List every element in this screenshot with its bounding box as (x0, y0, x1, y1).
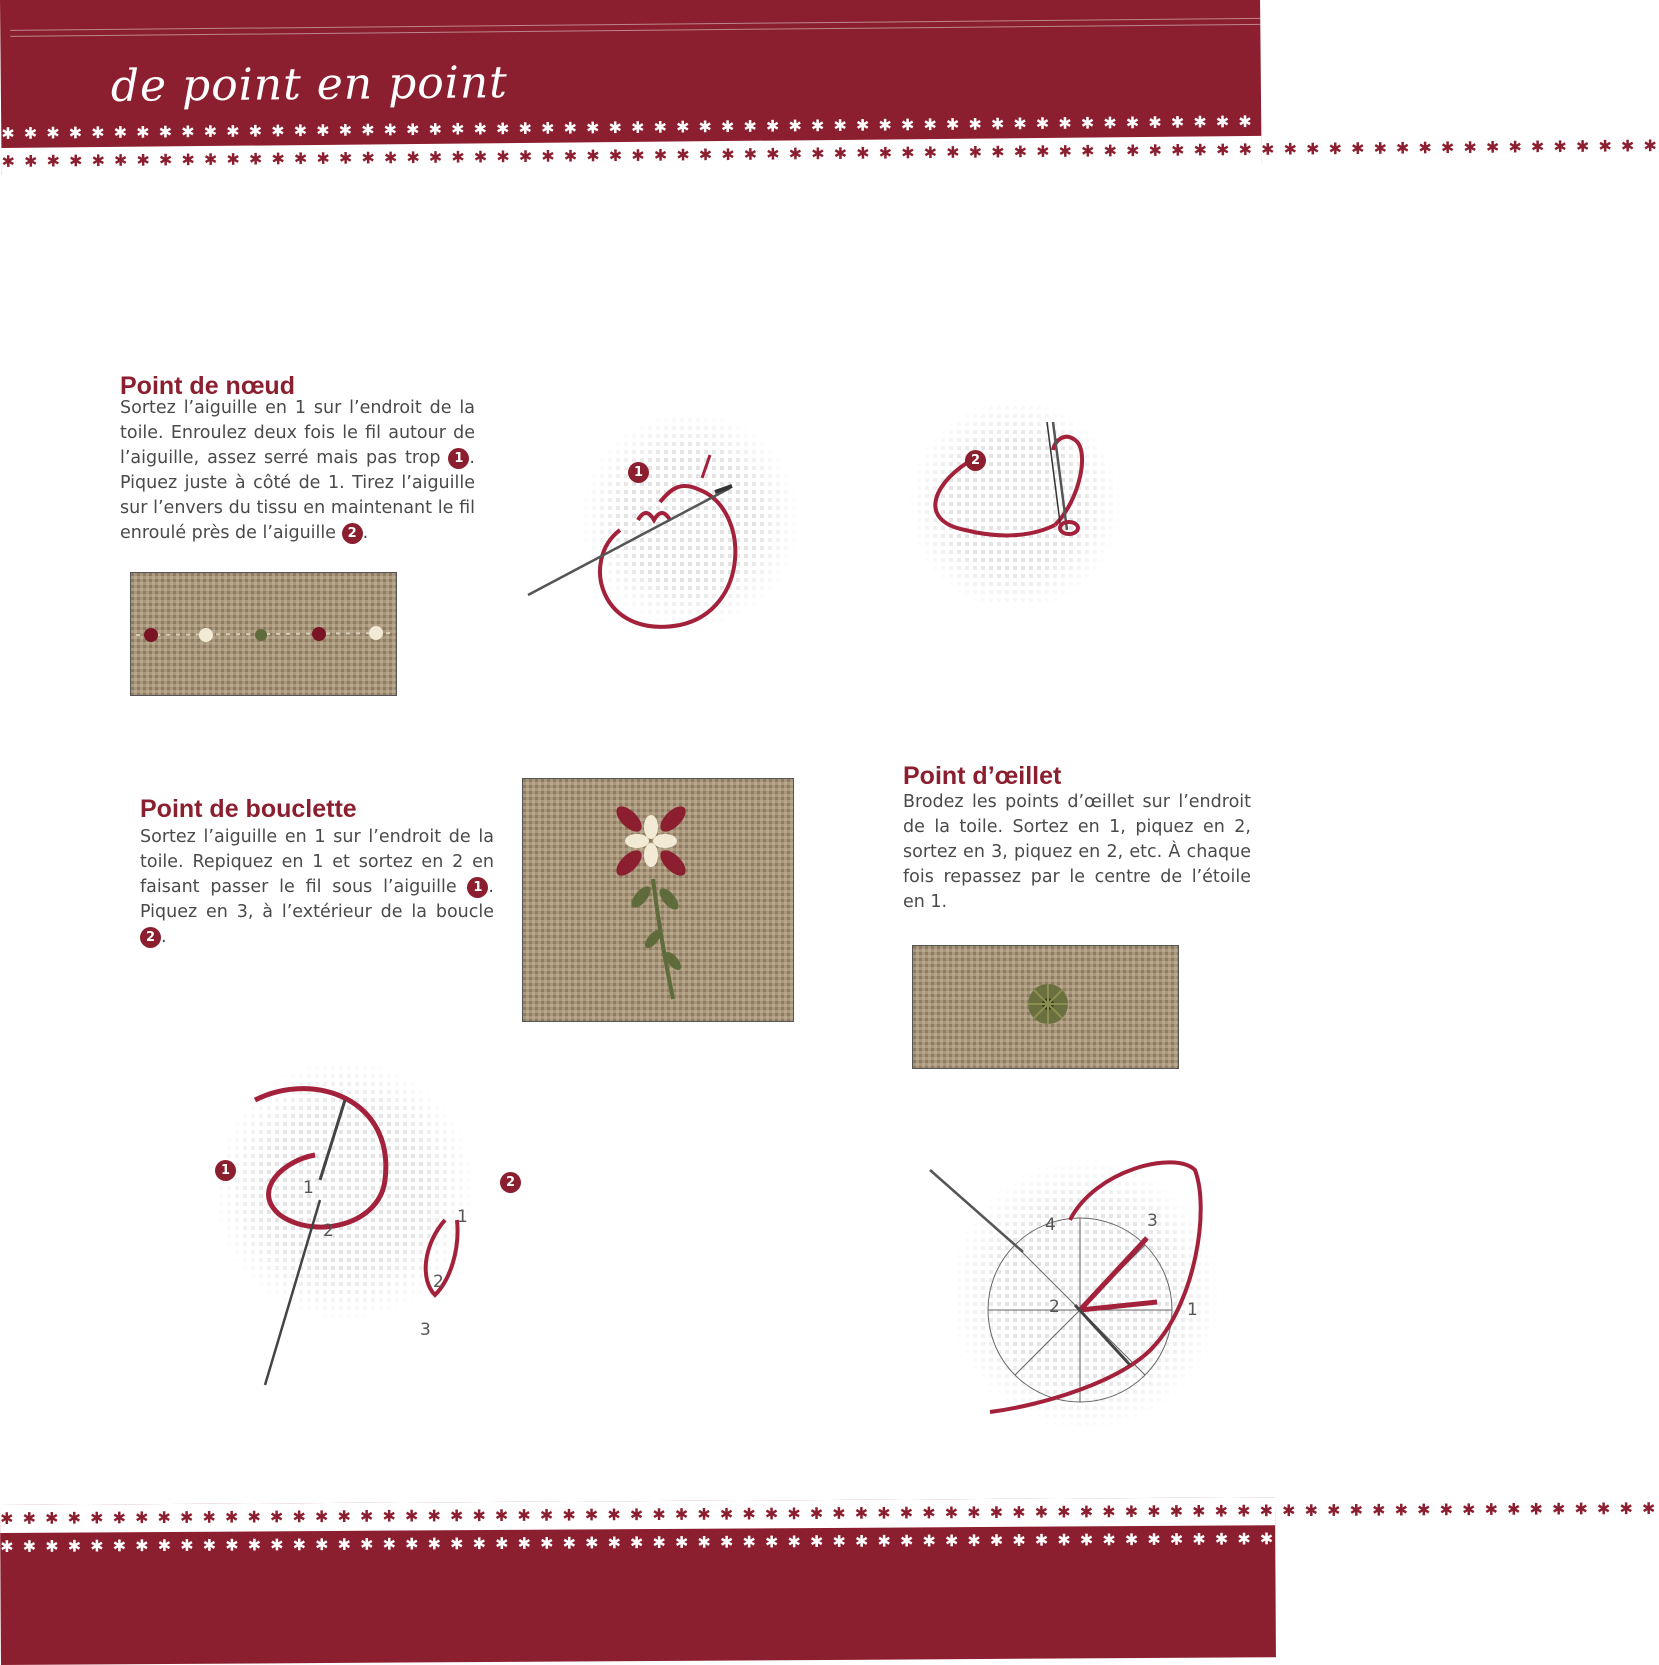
section-title-noeud: Point de nœud (120, 372, 295, 400)
text-segment: Sortez l’aiguille en 1 sur l’endroit de la toile. Repiquez en 1 et sortez en 2 en faisant passer le fil sous l’aiguille (140, 827, 494, 897)
step-badge: 1 (628, 462, 649, 483)
french-knot-sample-photo (130, 572, 397, 696)
eyelet-sample-drawing (913, 946, 1178, 1068)
lazy-daisy-diagram-drawing (195, 1050, 525, 1390)
eyelet-diagram-drawing (925, 1150, 1245, 1440)
diagram-label: 2 (1049, 1297, 1060, 1317)
lazy-daisy-flower-photo (522, 778, 794, 1022)
header-rule (10, 24, 1260, 37)
french-knot-diagram-1 (520, 410, 820, 640)
diagram-label: 1 (1187, 1300, 1198, 1320)
french-knot-diagram-2-drawing (885, 390, 1145, 620)
diagram-label: 3 (1147, 1211, 1158, 1231)
step-badge: 2 (140, 927, 161, 948)
header-star-border: ✱ ✱ ✱ ✱ ✱ ✱ ✱ ✱ ✱ ✱ ✱ ✱ ✱ ✱ ✱ ✱ ✱ ✱ ✱ ✱ ✱ ✱ ✱ ✱ ✱ ✱ ✱ ✱ ✱ ✱ ✱ ✱ ✱ ✱ ✱ ✱ ✱ ✱ ✱ ✱ ✱ ✱ ✱ ✱ ✱ ✱ ✱ ✱ ✱ ✱ ✱ ✱ ✱ ✱ ✱ ✱ ✱ ✱ ✱ ✱ ✱ ✱ ✱ ✱ ✱ ✱ ✱ ✱ ✱ ✱ ✱ ✱ ✱ ✱ (1, 108, 1659, 143)
step-badge: 2 (342, 523, 363, 544)
diagram-label: 2 (323, 1221, 334, 1241)
page-title: de point en point (110, 57, 509, 112)
diagram-label: 2 (433, 1272, 444, 1292)
header-band (0, 0, 1659, 175)
section-title-oeillet: Point d’œillet (903, 762, 1062, 790)
diagram-label: 4 (1045, 1215, 1056, 1235)
eyelet-sample-photo (912, 945, 1179, 1069)
text-segment: . Piquez juste à côté de 1. Tirez l’aiguille sur l’envers du tissu en maintenant le fil enroulé près de l’aiguille (120, 448, 475, 543)
footer-star-border: ✱ ✱ ✱ ✱ ✱ ✱ ✱ ✱ ✱ ✱ ✱ ✱ ✱ ✱ ✱ ✱ ✱ ✱ ✱ ✱ ✱ ✱ ✱ ✱ ✱ ✱ ✱ ✱ ✱ ✱ ✱ ✱ ✱ ✱ ✱ ✱ ✱ ✱ ✱ ✱ ✱ ✱ ✱ ✱ ✱ ✱ ✱ ✱ ✱ ✱ ✱ ✱ ✱ ✱ ✱ ✱ ✱ ✱ ✱ ✱ ✱ ✱ ✱ ✱ ✱ ✱ ✱ ✱ ✱ ✱ ✱ ✱ ✱ ✱ (0, 1526, 1658, 1556)
diagram-label: 1 (303, 1178, 314, 1198)
french-knot-sample-drawing (131, 573, 396, 695)
text-segment: . (362, 523, 369, 543)
text-segment: . (161, 927, 167, 947)
step-badge: 2 (500, 1172, 521, 1193)
section-title-bouclette: Point de bouclette (140, 795, 357, 823)
french-knot-diagram-2 (885, 390, 1145, 620)
footer-band (0, 1497, 1658, 1665)
step-badge: 2 (965, 450, 986, 471)
header-star-border-lower: ✱ ✱ ✱ ✱ ✱ ✱ ✱ ✱ ✱ ✱ ✱ ✱ ✱ ✱ ✱ ✱ ✱ ✱ ✱ ✱ ✱ ✱ ✱ ✱ ✱ ✱ ✱ ✱ ✱ ✱ ✱ ✱ ✱ ✱ ✱ ✱ ✱ ✱ ✱ ✱ ✱ ✱ ✱ ✱ ✱ ✱ ✱ ✱ ✱ ✱ ✱ ✱ ✱ ✱ ✱ ✱ ✱ ✱ ✱ ✱ ✱ ✱ ✱ ✱ ✱ ✱ ✱ ✱ ✱ ✱ ✱ ✱ ✱ ✱ (1, 136, 1261, 176)
lazy-daisy-diagram (195, 1050, 525, 1390)
french-knot-diagram-1-drawing (520, 410, 820, 640)
lazy-daisy-flower-drawing (523, 779, 793, 1021)
section-text-bouclette (140, 825, 494, 950)
footer-star-border-upper: ✱ ✱ ✱ ✱ ✱ ✱ ✱ ✱ ✱ ✱ ✱ ✱ ✱ ✱ ✱ ✱ ✱ ✱ ✱ ✱ ✱ ✱ ✱ ✱ ✱ ✱ ✱ ✱ ✱ ✱ ✱ ✱ ✱ ✱ ✱ ✱ ✱ ✱ ✱ ✱ ✱ ✱ ✱ ✱ ✱ ✱ ✱ ✱ ✱ ✱ ✱ ✱ ✱ ✱ ✱ ✱ ✱ ✱ ✱ ✱ ✱ ✱ ✱ ✱ ✱ ✱ ✱ ✱ ✱ ✱ ✱ ✱ ✱ ✱ (0, 1497, 1275, 1533)
step-badge: 1 (448, 448, 469, 469)
section-text-oeillet: Brodez les points d’œillet sur l’endroit de la toile. Sortez en 1, piquez en 2, sortez en 3, piquez en 2, etc. À chaque fois repassez par le centre de l’étoile en 1. (903, 792, 1251, 912)
eyelet-diagram (925, 1150, 1245, 1440)
section-text-noeud (120, 396, 475, 546)
text-segment: Sortez l’aiguille en 1 sur l’endroit de la toile. Enroulez deux fois le fil autour de l’aiguille, assez serré mais pas trop (120, 398, 475, 468)
diagram-label: 1 (457, 1207, 468, 1227)
step-badge: 1 (467, 877, 488, 898)
step-badge: 1 (215, 1160, 236, 1181)
diagram-label: 3 (420, 1320, 431, 1340)
text-segment: . Piquez en 3, à l’extérieur de la boucle (140, 877, 494, 922)
